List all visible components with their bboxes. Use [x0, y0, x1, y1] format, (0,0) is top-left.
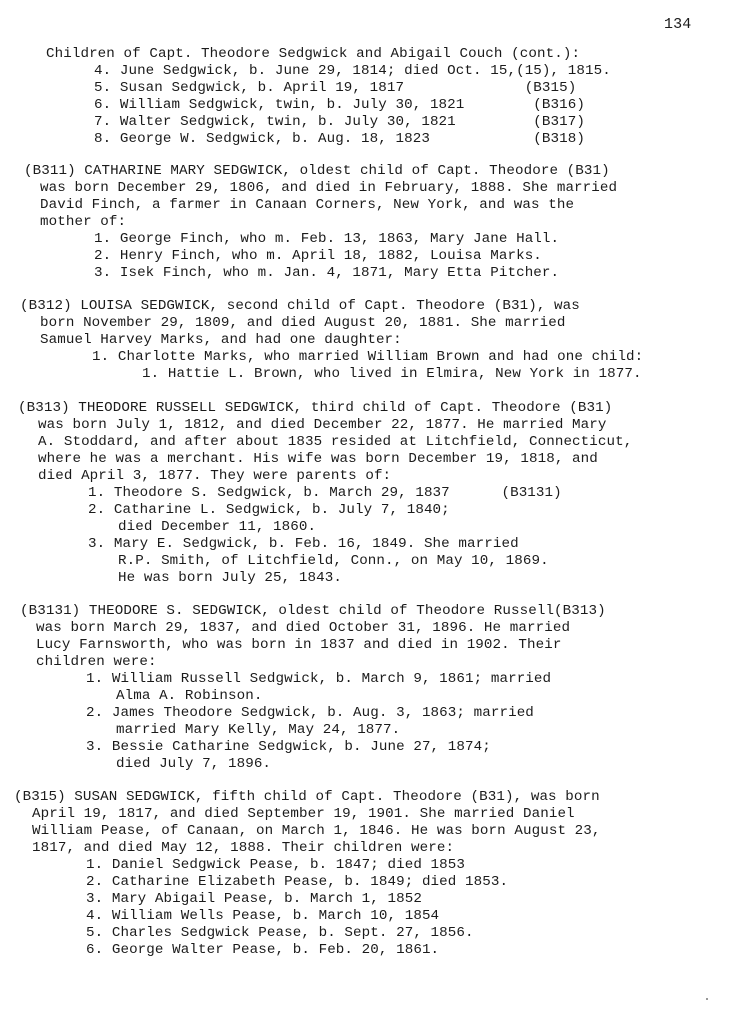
text-line: 4. June Sedgwick, b. June 29, 1814; died Oct. 15,(15), 1815. [94, 63, 611, 79]
text-line: 5. Susan Sedgwick, b. April 19, 1817 (B315) [94, 80, 577, 96]
text-line: 1. Charlotte Marks, who married William Brown and had one child: [92, 349, 644, 365]
text-line: 2. Henry Finch, who m. April 18, 1882, Louisa Marks. [94, 248, 542, 264]
text-line: where he was a merchant. His wife was born December 19, 1818, and [38, 451, 598, 467]
text-line: 2. Catharine Elizabeth Pease, b. 1849; died 1853. [86, 874, 509, 890]
text-line: 6. William Sedgwick, twin, b. July 30, 1821 (B316) [94, 97, 585, 113]
text-line: Samuel Harvey Marks, and had one daughter: [40, 332, 402, 348]
text-line: Children of Capt. Theodore Sedgwick and Abigail Couch (cont.): [46, 46, 581, 62]
scan-speck [706, 998, 708, 1000]
text-line: 8. George W. Sedgwick, b. Aug. 18, 1823 (B318) [94, 131, 585, 147]
text-line: David Finch, a farmer in Canaan Corners, New York, and was the [40, 197, 575, 213]
text-line: 1. William Russell Sedgwick, b. March 9, 1861; married [86, 671, 552, 687]
text-line: 4. William Wells Pease, b. March 10, 1854 [86, 908, 440, 924]
text-line: died July 7, 1896. [116, 756, 272, 772]
text-line: children were: [36, 654, 157, 670]
text-line: (B311) CATHARINE MARY SEDGWICK, oldest child of Capt. Theodore (B31) [24, 163, 610, 179]
text-line: was born March 29, 1837, and died October 31, 1896. He married [36, 620, 571, 636]
text-line: 1. Theodore S. Sedgwick, b. March 29, 1837 (B3131) [88, 485, 562, 501]
text-line: (B315) SUSAN SEDGWICK, fifth child of Capt. Theodore (B31), was born [14, 789, 600, 805]
text-line: 3. Isek Finch, who m. Jan. 4, 1871, Mary Etta Pitcher. [94, 265, 560, 281]
text-line: William Pease, of Canaan, on March 1, 1846. He was born August 23, [32, 823, 601, 839]
text-line: 1. George Finch, who m. Feb. 13, 1863, Mary Jane Hall. [94, 231, 560, 247]
text-line: was born July 1, 1812, and died December 22, 1877. He married Mary [38, 417, 607, 433]
text-line: 7. Walter Sedgwick, twin, b. July 30, 1821 (B317) [94, 114, 585, 130]
text-line: 5. Charles Sedgwick Pease, b. Sept. 27, 1856. [86, 925, 474, 941]
text-line: was born December 29, 1806, and died in February, 1888. She married [40, 180, 618, 196]
text-line: 1. Hattie L. Brown, who lived in Elmira, New York in 1877. [142, 366, 642, 382]
text-line: (B312) LOUISA SEDGWICK, second child of Capt. Theodore (B31), was [20, 298, 580, 314]
text-line: 2. James Theodore Sedgwick, b. Aug. 3, 1863; married [86, 705, 534, 721]
text-line: 3. Mary E. Sedgwick, b. Feb. 16, 1849. She married [88, 536, 519, 552]
text-line: Alma A. Robinson. [116, 688, 263, 704]
page-number: 134 [664, 16, 692, 33]
text-line: mother of: [40, 214, 127, 230]
text-line: Lucy Farnsworth, who was born in 1837 and died in 1902. Their [36, 637, 562, 653]
text-line: 2. Catharine L. Sedgwick, b. July 7, 1840; [88, 502, 450, 518]
text-line: (B3131) THEODORE S. SEDGWICK, oldest child of Theodore Russell(B313) [20, 603, 606, 619]
text-line: R.P. Smith, of Litchfield, Conn., on May 10, 1869. [118, 553, 549, 569]
text-line: married Mary Kelly, May 24, 1877. [116, 722, 401, 738]
text-line: 1. Daniel Sedgwick Pease, b. 1847; died 1853 [86, 857, 466, 873]
text-line: 3. Mary Abigail Pease, b. March 1, 1852 [86, 891, 422, 907]
text-line: 3. Bessie Catharine Sedgwick, b. June 27, 1874; [86, 739, 491, 755]
text-line: born November 29, 1809, and died August 20, 1881. She married [40, 315, 566, 331]
text-line: April 19, 1817, and died September 19, 1901. She married Daniel [32, 806, 575, 822]
text-line: (B313) THEODORE RUSSELL SEDGWICK, third child of Capt. Theodore (B31) [18, 400, 613, 416]
text-line: died December 11, 1860. [118, 519, 317, 535]
text-line: 6. George Walter Pease, b. Feb. 20, 1861. [86, 942, 440, 958]
text-line: He was born July 25, 1843. [118, 570, 342, 586]
text-line: died April 3, 1877. They were parents of: [38, 468, 392, 484]
text-line: 1817, and died May 12, 1888. Their children were: [32, 840, 455, 856]
text-line: A. Stoddard, and after about 1835 resided at Litchfield, Connecticut, [38, 434, 633, 450]
